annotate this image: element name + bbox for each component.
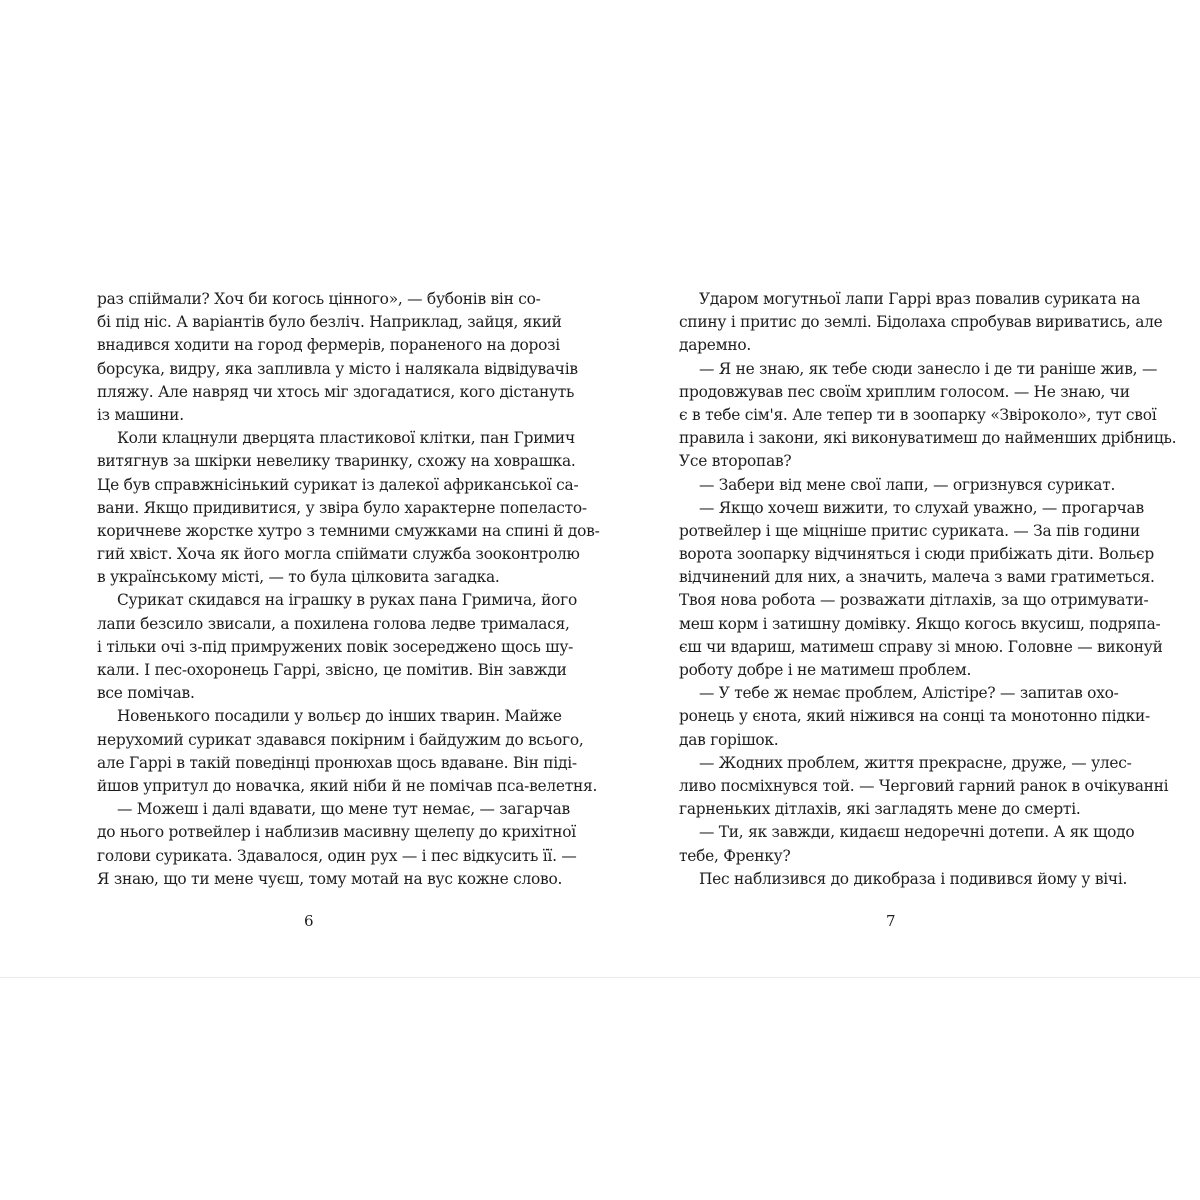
text-line: витягнув за шкірки невелику тваринку, схожу на ховрашка. <box>97 452 576 471</box>
text-line: гий хвіст. Хоча як його могла спіймати служба зооконтролю <box>97 545 580 564</box>
right-page-text <box>679 288 1177 891</box>
text-line: коричневе жорстке хутро з темними смужками на спині й дов- <box>97 521 600 540</box>
text-line: в українському місті, — то була цілковита загадка. <box>97 568 500 587</box>
text-line: Я знаю, що ти мене чуєш, тому мотай на вус кожне слово. <box>97 869 563 888</box>
right-page-number: 7 <box>886 912 896 930</box>
text-line: Ударом могутньої лапи Гаррі враз повалив суриката на <box>699 290 1141 308</box>
text-line: але Гаррі в такій поведінці пронюхав щось вдаване. Він піді- <box>97 753 577 772</box>
text-line: — Жодних проблем, життя прекрасне, друже, — улес- <box>699 753 1132 772</box>
text-line: нерухомий сурикат здавався покірним і байдужим до всього, <box>97 730 584 749</box>
text-line: Пес наблизився до дикобраза і подивився йому у вічі. <box>699 869 1128 888</box>
page-bottom-edge <box>0 977 1200 978</box>
text-line: до нього ротвейлер і наблизив масивну щелепу до крихітної <box>97 823 576 842</box>
text-line: дав горішок. <box>679 730 779 749</box>
text-line: раз спіймали? Хоч би когось цінного», — бубонів він со- <box>97 290 541 308</box>
text-line: є в тебе сім'я. Але тепер ти в зоопарку «Звіроколо», тут свої <box>679 405 1157 424</box>
text-line: вани. Якщо придивитися, у звіра було характерне попеласто- <box>97 498 587 517</box>
text-line: роботу добре і не матимеш проблем. <box>679 661 972 679</box>
text-line: Коли клацнули дверцята пластикової клітки, пан Гримич <box>117 429 575 448</box>
text-line: відчинений для них, а значить, малеча з вами гратиметься. <box>679 568 1155 587</box>
text-line: — Можеш і далі вдавати, що мене тут немає, — загарчав <box>117 800 570 819</box>
text-line: ротвейлер і ще міцніше притис суриката. — За пів години <box>679 521 1140 540</box>
text-line: йшов упритул до новачка, який ніби й не помічав пса-велетня. <box>97 776 598 795</box>
text-line: правила і закони, які виконуватимеш до найменших дрібниць. <box>679 429 1177 448</box>
left-page-text <box>97 288 600 891</box>
text-line: і тільки очі з-під примружених повік зосереджено щось шу- <box>97 637 574 656</box>
text-line: Сурикат скидався на іграшку в руках пана Гримича, його <box>117 591 578 610</box>
text-line: борсука, видру, яка запливла у місто і налякала відвідувачів <box>97 359 578 378</box>
text-line: меш корм і затишну домівку. Якщо когось вкусиш, подряпа- <box>679 614 1161 633</box>
text-line: все помічав. <box>97 684 195 703</box>
text-line: лапи безсило звисали, а похилена голова ледве трималася, <box>97 614 570 633</box>
text-line: продовжував пес своїм хриплим голосом. — Не знаю, чи <box>679 382 1130 401</box>
text-line: ворота зоопарку відчиняться і сюди прибіжать діти. Вольєр <box>679 545 1155 564</box>
text-line: із машини. <box>97 405 184 424</box>
text-line: — У тебе ж немає проблем, Алістіре? — запитав охо- <box>699 684 1119 703</box>
text-line: спину і притис до землі. Бідолаха спробував вириватись, але <box>679 313 1163 332</box>
text-line: ливо посміхнувся той. — Черговий гарний ранок в очікуванні <box>679 776 1169 795</box>
text-line: даремно. <box>679 336 751 355</box>
left-page-number: 6 <box>304 912 314 930</box>
text-line: — Забери від мене свої лапи, — огризнувся сурикат. <box>699 475 1116 494</box>
text-line: — Ти, як завжди, кидаєш недоречні дотепи. А як щодо <box>699 823 1135 842</box>
text-line: — Я не знаю, як тебе сюди занесло і де ти раніше жив, — <box>699 359 1158 378</box>
text-line: Новенького посадили у вольєр до інших тварин. Майже <box>117 707 562 726</box>
text-line: Усе второпав? <box>679 452 792 471</box>
text-line: кали. І пес-охоронець Гаррі, звісно, це помітив. Він завжди <box>97 661 567 679</box>
text-line: голови суриката. Здавалося, один рух — і пес відкусить її. — <box>97 846 577 865</box>
text-line: ронець у єнота, який ніжився на сонці та монотонно підки- <box>679 707 1150 726</box>
text-line: єш чи вдариш, матимеш справу зі мною. Головне — виконуй <box>679 637 1163 656</box>
text-line: тебе, Френку? <box>679 846 791 865</box>
text-line: пляжу. Але навряд чи хтось міг здогадатися, кого дістануть <box>97 382 575 401</box>
text-line: Твоя нова робота — розважати дітлахів, за що отримувати- <box>679 591 1149 610</box>
text-line: внадився ходити на город фермерів, пораненого на дорозі <box>97 336 560 355</box>
text-line: — Якщо хочеш вижити, то слухай уважно, — прогарчав <box>699 498 1144 517</box>
text-line: бі під ніс. А варіантів було безліч. Наприклад, зайця, який <box>97 313 562 332</box>
text-line: Це був справжнісінький сурикат із далекої африканської са- <box>97 475 579 494</box>
text-line: гарненьких дітлахів, які загладять мене до смерті. <box>679 800 1081 819</box>
